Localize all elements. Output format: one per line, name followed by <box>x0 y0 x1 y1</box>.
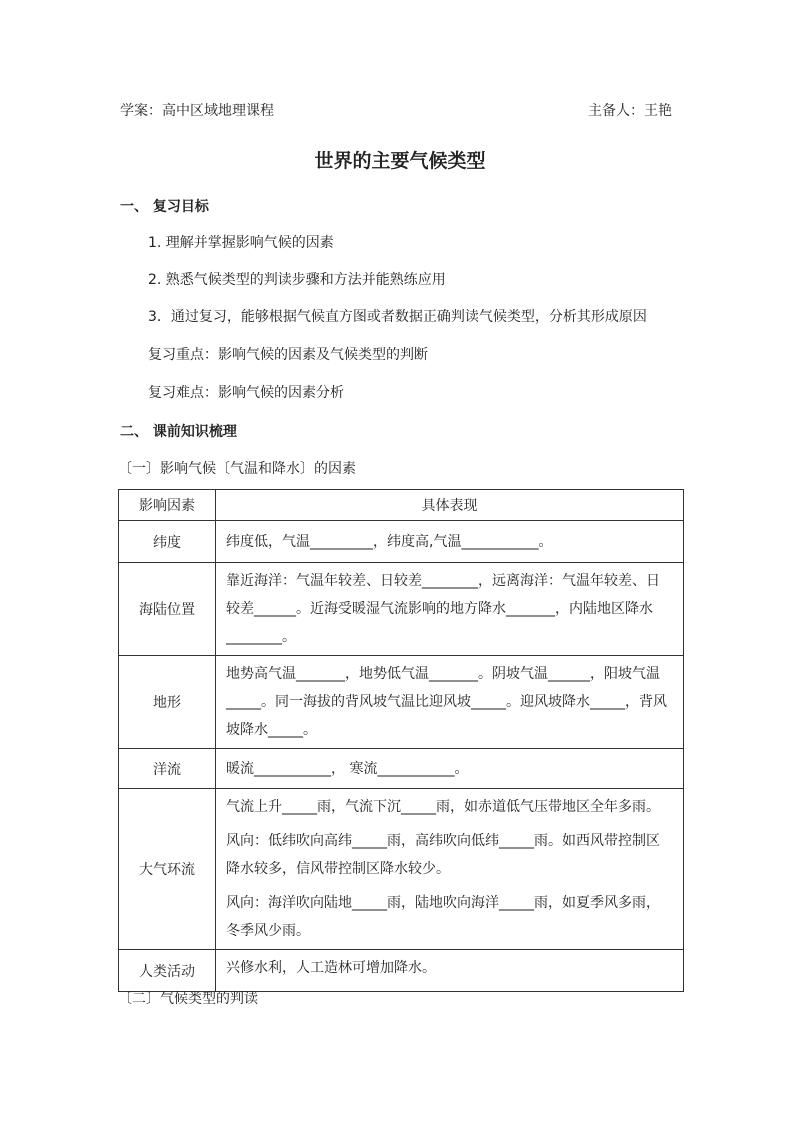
factor-cell: 人类活动 <box>119 950 216 992</box>
section-heading-pre-class: 二、 课前知识梳理 <box>120 424 237 440</box>
page-title: 世界的主要气候类型 <box>314 150 486 172</box>
detail-text: 气流上升_____雨，气流下沉_____雨，如赤道低气压带地区全年多雨。 <box>226 799 660 815</box>
detail-cell <box>216 950 684 992</box>
section-heading-review-goals: 一、 复习目标 <box>120 199 209 215</box>
detail-cell <box>216 789 684 950</box>
goal-item: 3．通过复习，能够根据气候直方图或者数据正确判读气候类型，分析其形成原因 <box>148 309 647 325</box>
detail-cell <box>216 749 684 789</box>
table-header-cell: 具体表现 <box>216 490 684 521</box>
goal-item: 2. 熟悉气候类型的判读步骤和方法并能熟练应用 <box>148 272 446 288</box>
difficulty-text: 复习难点：影响气候的因素分析 <box>148 385 344 401</box>
table-row <box>119 789 684 950</box>
table-row <box>119 749 684 789</box>
table-row <box>119 563 684 656</box>
factor-cell: 纬度 <box>119 521 216 563</box>
table-header-row <box>119 490 684 521</box>
detail-text: 风向：低纬吹向高纬_____雨，高纬吹向低纬_____雨。如西风带控制区降水较多，信风带控制区降水较少。 <box>226 833 660 877</box>
table-row <box>119 950 684 992</box>
key-point-text: 复习重点：影响气候的因素及气候类型的判断 <box>148 347 428 363</box>
detail-cell <box>216 521 684 563</box>
detail-text: 地势高气温_______，地势低气温_______。阴坡气温______，阳坡气温_____。同一海拔的背风坡气温比迎风坡_____。迎风坡降水_____，背风坡降水_____。 <box>226 666 667 738</box>
detail-text: 暖流___________， 寒流___________。 <box>226 760 469 777</box>
detail-text: 纬度低，气温_________，纬度高,气温___________。 <box>226 533 553 550</box>
factor-cell: 地形 <box>119 656 216 749</box>
detail-text: 兴修水利，人工造林可增加降水。 <box>226 960 436 976</box>
subsection-heading: 〔二〕气候类型的判读 <box>118 991 258 1007</box>
factor-cell: 海陆位置 <box>119 563 216 656</box>
factor-cell: 洋流 <box>119 749 216 789</box>
factor-cell: 大气环流 <box>119 789 216 950</box>
goal-item: 1. 理解并掌握影响气候的因素 <box>148 235 334 251</box>
subsection-heading: 〔一〕影响气候〔气温和降水〕的因素 <box>118 461 356 477</box>
detail-cell <box>216 656 684 749</box>
course-label: 学案：高中区域地理课程 <box>120 103 274 119</box>
table-header-cell: 影响因素 <box>119 490 216 521</box>
detail-cell <box>216 563 684 656</box>
detail-text: 靠近海洋：气温年较差、日较差________，远离海洋：气温年较差、日较差______。近海受暖湿气流影响的地方降水_______，内陆地区降水________。 <box>226 573 660 645</box>
table-row <box>119 521 684 563</box>
document-header <box>120 100 672 120</box>
detail-text: 风向：海洋吹向陆地_____雨，陆地吹向海洋_____雨，如夏季风多雨，冬季风少雨。 <box>226 895 660 939</box>
climate-factors-table <box>118 489 684 992</box>
author-label: 主备人：王艳 <box>588 103 672 119</box>
table-row <box>119 656 684 749</box>
